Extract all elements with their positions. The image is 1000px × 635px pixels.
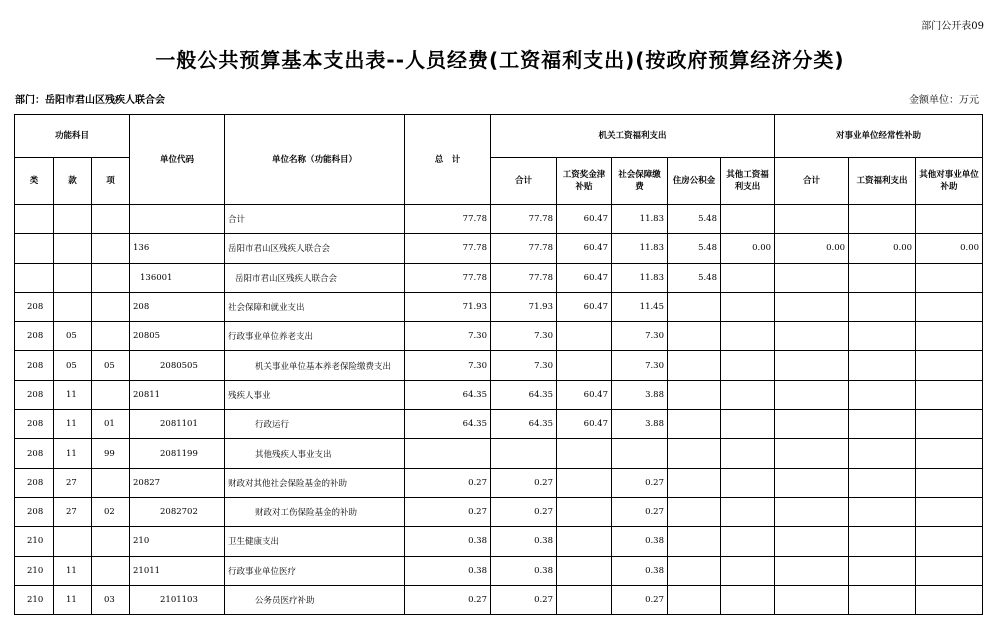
cell-lei: 208 <box>15 380 54 409</box>
header-func-subject: 功能科目 <box>15 115 130 158</box>
cell-total: 71.93 <box>405 292 491 321</box>
header-total: 总 计 <box>405 115 491 205</box>
cell-total: 64.35 <box>405 410 491 439</box>
cell-sub-welfare <box>849 322 916 351</box>
cell-unit-code: 208 <box>130 292 225 321</box>
cell-sub-welfare <box>849 410 916 439</box>
cell-xiang: 01 <box>92 410 130 439</box>
cell-org-total: 77.78 <box>491 205 557 234</box>
cell-sub-other <box>916 205 983 234</box>
cell-total: 0.38 <box>405 527 491 556</box>
cell-org-social-security <box>612 439 668 468</box>
cell-sub-total <box>775 527 849 556</box>
cell-kuan: 05 <box>54 351 92 380</box>
cell-sub-welfare <box>849 556 916 585</box>
cell-org-wages <box>557 585 612 614</box>
cell-org-social-security: 0.27 <box>612 585 668 614</box>
cell-unit-code: 20811 <box>130 380 225 409</box>
cell-unit-name: 岳阳市君山区残疾人联合会 <box>225 263 405 292</box>
cell-org-other-welfare <box>721 497 775 526</box>
cell-org-total: 0.27 <box>491 468 557 497</box>
cell-xiang <box>92 263 130 292</box>
cell-org-social-security: 11.83 <box>612 263 668 292</box>
cell-sub-welfare <box>849 468 916 497</box>
cell-org-wages <box>557 439 612 468</box>
cell-org-housing-fund <box>668 351 721 380</box>
cell-kuan: 11 <box>54 380 92 409</box>
cell-unit-code: 136 <box>130 234 225 263</box>
header-lei: 类 <box>15 158 54 205</box>
cell-xiang <box>92 234 130 263</box>
cell-total: 0.27 <box>405 468 491 497</box>
cell-org-housing-fund: 5.48 <box>668 205 721 234</box>
cell-lei: 208 <box>15 351 54 380</box>
cell-sub-other <box>916 263 983 292</box>
table-row <box>15 497 983 526</box>
cell-sub-other <box>916 292 983 321</box>
cell-sub-welfare <box>849 263 916 292</box>
budget-table <box>14 114 983 615</box>
cell-sub-total <box>775 292 849 321</box>
table-row <box>15 351 983 380</box>
cell-total: 64.35 <box>405 380 491 409</box>
cell-org-total: 64.35 <box>491 380 557 409</box>
cell-total: 77.78 <box>405 263 491 292</box>
header-org-social-security: 社会保障缴费 <box>612 158 668 205</box>
amount-unit-label: 金额单位：万元 <box>909 95 979 106</box>
cell-sub-welfare <box>849 351 916 380</box>
cell-org-housing-fund: 5.48 <box>668 234 721 263</box>
cell-org-housing-fund <box>668 322 721 351</box>
cell-unit-name: 残疾人事业 <box>225 380 405 409</box>
cell-sub-total <box>775 439 849 468</box>
cell-unit-code: 2081199 <box>130 439 225 468</box>
table-row <box>15 234 983 263</box>
header-xiang: 项 <box>92 158 130 205</box>
cell-org-wages: 60.47 <box>557 380 612 409</box>
cell-org-total: 0.38 <box>491 527 557 556</box>
table-row <box>15 263 983 292</box>
form-number: 部门公开表09 <box>921 21 984 32</box>
cell-unit-code: 20805 <box>130 322 225 351</box>
cell-sub-total <box>775 556 849 585</box>
cell-org-total: 71.93 <box>491 292 557 321</box>
cell-org-social-security: 3.88 <box>612 410 668 439</box>
cell-org-housing-fund <box>668 527 721 556</box>
cell-sub-welfare <box>849 292 916 321</box>
cell-org-other-welfare <box>721 468 775 497</box>
cell-org-total: 0.27 <box>491 497 557 526</box>
cell-unit-name: 合计 <box>225 205 405 234</box>
header-subsidy-group: 对事业单位经常性补助 <box>775 115 983 158</box>
cell-org-housing-fund <box>668 497 721 526</box>
table-row <box>15 585 983 614</box>
cell-lei: 210 <box>15 527 54 556</box>
cell-org-social-security: 11.83 <box>612 205 668 234</box>
cell-kuan: 27 <box>54 497 92 526</box>
cell-org-housing-fund <box>668 292 721 321</box>
cell-org-other-welfare <box>721 439 775 468</box>
header-unit-name: 单位名称（功能科目） <box>225 115 405 205</box>
cell-unit-code: 136001 <box>130 263 225 292</box>
cell-unit-name: 财政对工伤保险基金的补助 <box>225 497 405 526</box>
cell-org-other-welfare <box>721 263 775 292</box>
cell-org-other-welfare <box>721 292 775 321</box>
cell-org-wages: 60.47 <box>557 292 612 321</box>
cell-unit-code <box>130 205 225 234</box>
cell-total: 7.30 <box>405 351 491 380</box>
cell-sub-other <box>916 351 983 380</box>
cell-unit-name: 公务员医疗补助 <box>225 585 405 614</box>
cell-total: 77.78 <box>405 205 491 234</box>
header-unit-code: 单位代码 <box>130 115 225 205</box>
header-sub-total: 合计 <box>775 158 849 205</box>
cell-sub-other <box>916 527 983 556</box>
cell-xiang: 05 <box>92 351 130 380</box>
cell-org-wages: 60.47 <box>557 234 612 263</box>
cell-total <box>405 439 491 468</box>
cell-org-other-welfare <box>721 527 775 556</box>
header-org-wages: 工资奖金津补贴 <box>557 158 612 205</box>
header-org-other-welfare: 其他工资福利支出 <box>721 158 775 205</box>
cell-sub-total <box>775 322 849 351</box>
cell-org-housing-fund <box>668 380 721 409</box>
cell-xiang <box>92 322 130 351</box>
cell-unit-code: 20827 <box>130 468 225 497</box>
cell-org-social-security: 7.30 <box>612 322 668 351</box>
cell-kuan: 11 <box>54 439 92 468</box>
cell-lei: 208 <box>15 439 54 468</box>
cell-org-social-security: 0.38 <box>612 527 668 556</box>
cell-org-social-security: 11.45 <box>612 292 668 321</box>
cell-org-total: 0.38 <box>491 556 557 585</box>
cell-sub-other <box>916 556 983 585</box>
cell-sub-other <box>916 380 983 409</box>
cell-sub-total <box>775 410 849 439</box>
cell-total: 0.27 <box>405 497 491 526</box>
cell-total: 0.27 <box>405 585 491 614</box>
cell-total: 77.78 <box>405 234 491 263</box>
cell-org-social-security: 0.38 <box>612 556 668 585</box>
cell-sub-welfare <box>849 439 916 468</box>
cell-lei: 210 <box>15 585 54 614</box>
cell-unit-name: 其他残疾人事业支出 <box>225 439 405 468</box>
cell-lei: 208 <box>15 322 54 351</box>
page-title: 一般公共预算基本支出表--人员经费(工资福利支出)(按政府预算经济分类) <box>155 48 845 72</box>
cell-unit-code: 21011 <box>130 556 225 585</box>
cell-unit-code: 2101103 <box>130 585 225 614</box>
table-row <box>15 322 983 351</box>
table-row <box>15 380 983 409</box>
cell-org-wages <box>557 468 612 497</box>
cell-sub-total <box>775 468 849 497</box>
cell-unit-name: 财政对其他社会保险基金的补助 <box>225 468 405 497</box>
cell-total: 7.30 <box>405 322 491 351</box>
cell-org-housing-fund <box>668 410 721 439</box>
cell-org-wages <box>557 322 612 351</box>
cell-org-wages: 60.47 <box>557 410 612 439</box>
table-row <box>15 292 983 321</box>
cell-org-other-welfare <box>721 205 775 234</box>
cell-sub-other <box>916 439 983 468</box>
cell-sub-total <box>775 263 849 292</box>
cell-unit-code: 210 <box>130 527 225 556</box>
cell-sub-other <box>916 410 983 439</box>
cell-sub-welfare <box>849 585 916 614</box>
cell-sub-total: 0.00 <box>775 234 849 263</box>
cell-kuan <box>54 292 92 321</box>
cell-kuan <box>54 205 92 234</box>
cell-kuan: 11 <box>54 410 92 439</box>
cell-sub-other <box>916 585 983 614</box>
cell-org-total <box>491 439 557 468</box>
cell-unit-name: 行政运行 <box>225 410 405 439</box>
cell-org-other-welfare <box>721 410 775 439</box>
cell-org-social-security: 7.30 <box>612 351 668 380</box>
cell-sub-welfare: 0.00 <box>849 234 916 263</box>
cell-lei: 208 <box>15 497 54 526</box>
cell-org-total: 77.78 <box>491 234 557 263</box>
cell-lei: 208 <box>15 468 54 497</box>
cell-org-total: 77.78 <box>491 263 557 292</box>
cell-org-housing-fund <box>668 468 721 497</box>
cell-kuan: 05 <box>54 322 92 351</box>
cell-kuan: 11 <box>54 585 92 614</box>
cell-sub-other <box>916 497 983 526</box>
cell-xiang <box>92 468 130 497</box>
cell-unit-code: 2082702 <box>130 497 225 526</box>
cell-kuan: 27 <box>54 468 92 497</box>
header-kuan: 款 <box>54 158 92 205</box>
cell-sub-welfare <box>849 497 916 526</box>
cell-unit-code: 2081101 <box>130 410 225 439</box>
cell-org-social-security: 0.27 <box>612 497 668 526</box>
cell-xiang <box>92 380 130 409</box>
cell-xiang <box>92 205 130 234</box>
cell-org-housing-fund <box>668 439 721 468</box>
table-row <box>15 205 983 234</box>
cell-sub-total <box>775 351 849 380</box>
cell-sub-welfare <box>849 380 916 409</box>
cell-org-other-welfare <box>721 380 775 409</box>
cell-org-wages <box>557 527 612 556</box>
cell-org-social-security: 0.27 <box>612 468 668 497</box>
cell-lei <box>15 205 54 234</box>
cell-org-housing-fund <box>668 585 721 614</box>
cell-sub-other <box>916 322 983 351</box>
table-row <box>15 439 983 468</box>
header-org-total: 合计 <box>491 158 557 205</box>
cell-sub-welfare <box>849 205 916 234</box>
cell-org-wages <box>557 351 612 380</box>
cell-sub-total <box>775 380 849 409</box>
header-org-group: 机关工资福利支出 <box>491 115 775 158</box>
cell-org-social-security: 3.88 <box>612 380 668 409</box>
cell-org-total: 7.30 <box>491 322 557 351</box>
cell-sub-total <box>775 497 849 526</box>
cell-org-other-welfare <box>721 351 775 380</box>
cell-unit-name: 岳阳市君山区残疾人联合会 <box>225 234 405 263</box>
cell-unit-code: 2080505 <box>130 351 225 380</box>
header-org-housing-fund: 住房公积金 <box>668 158 721 205</box>
cell-xiang <box>92 556 130 585</box>
cell-xiang: 99 <box>92 439 130 468</box>
cell-unit-name: 机关事业单位基本养老保险缴费支出 <box>225 351 405 380</box>
cell-unit-name: 卫生健康支出 <box>225 527 405 556</box>
cell-org-wages <box>557 497 612 526</box>
cell-org-other-welfare: 0.00 <box>721 234 775 263</box>
table-row <box>15 556 983 585</box>
cell-lei: 208 <box>15 410 54 439</box>
cell-lei <box>15 234 54 263</box>
cell-org-wages: 60.47 <box>557 263 612 292</box>
cell-unit-name: 社会保障和就业支出 <box>225 292 405 321</box>
cell-org-total: 7.30 <box>491 351 557 380</box>
cell-xiang <box>92 527 130 556</box>
header-sub-other: 其他对事业单位补助 <box>916 158 983 205</box>
cell-kuan: 11 <box>54 556 92 585</box>
cell-lei <box>15 263 54 292</box>
cell-lei: 210 <box>15 556 54 585</box>
cell-kuan <box>54 527 92 556</box>
table-row <box>15 468 983 497</box>
cell-sub-other <box>916 468 983 497</box>
cell-org-total: 64.35 <box>491 410 557 439</box>
cell-xiang: 02 <box>92 497 130 526</box>
cell-lei: 208 <box>15 292 54 321</box>
cell-xiang <box>92 292 130 321</box>
table-row <box>15 410 983 439</box>
header-sub-welfare: 工资福利支出 <box>849 158 916 205</box>
cell-org-housing-fund: 5.48 <box>668 263 721 292</box>
cell-kuan <box>54 234 92 263</box>
cell-org-wages: 60.47 <box>557 205 612 234</box>
cell-xiang: 03 <box>92 585 130 614</box>
cell-org-housing-fund <box>668 556 721 585</box>
cell-kuan <box>54 263 92 292</box>
cell-total: 0.38 <box>405 556 491 585</box>
cell-org-other-welfare <box>721 322 775 351</box>
cell-sub-welfare <box>849 527 916 556</box>
cell-org-other-welfare <box>721 556 775 585</box>
cell-unit-name: 行政事业单位医疗 <box>225 556 405 585</box>
cell-sub-other: 0.00 <box>916 234 983 263</box>
table-row <box>15 527 983 556</box>
cell-org-wages <box>557 556 612 585</box>
cell-unit-name: 行政事业单位养老支出 <box>225 322 405 351</box>
cell-org-other-welfare <box>721 585 775 614</box>
cell-sub-total <box>775 585 849 614</box>
cell-org-social-security: 11.83 <box>612 234 668 263</box>
department-label: 部门：岳阳市君山区残疾人联合会 <box>15 95 165 106</box>
cell-org-total: 0.27 <box>491 585 557 614</box>
cell-sub-total <box>775 205 849 234</box>
